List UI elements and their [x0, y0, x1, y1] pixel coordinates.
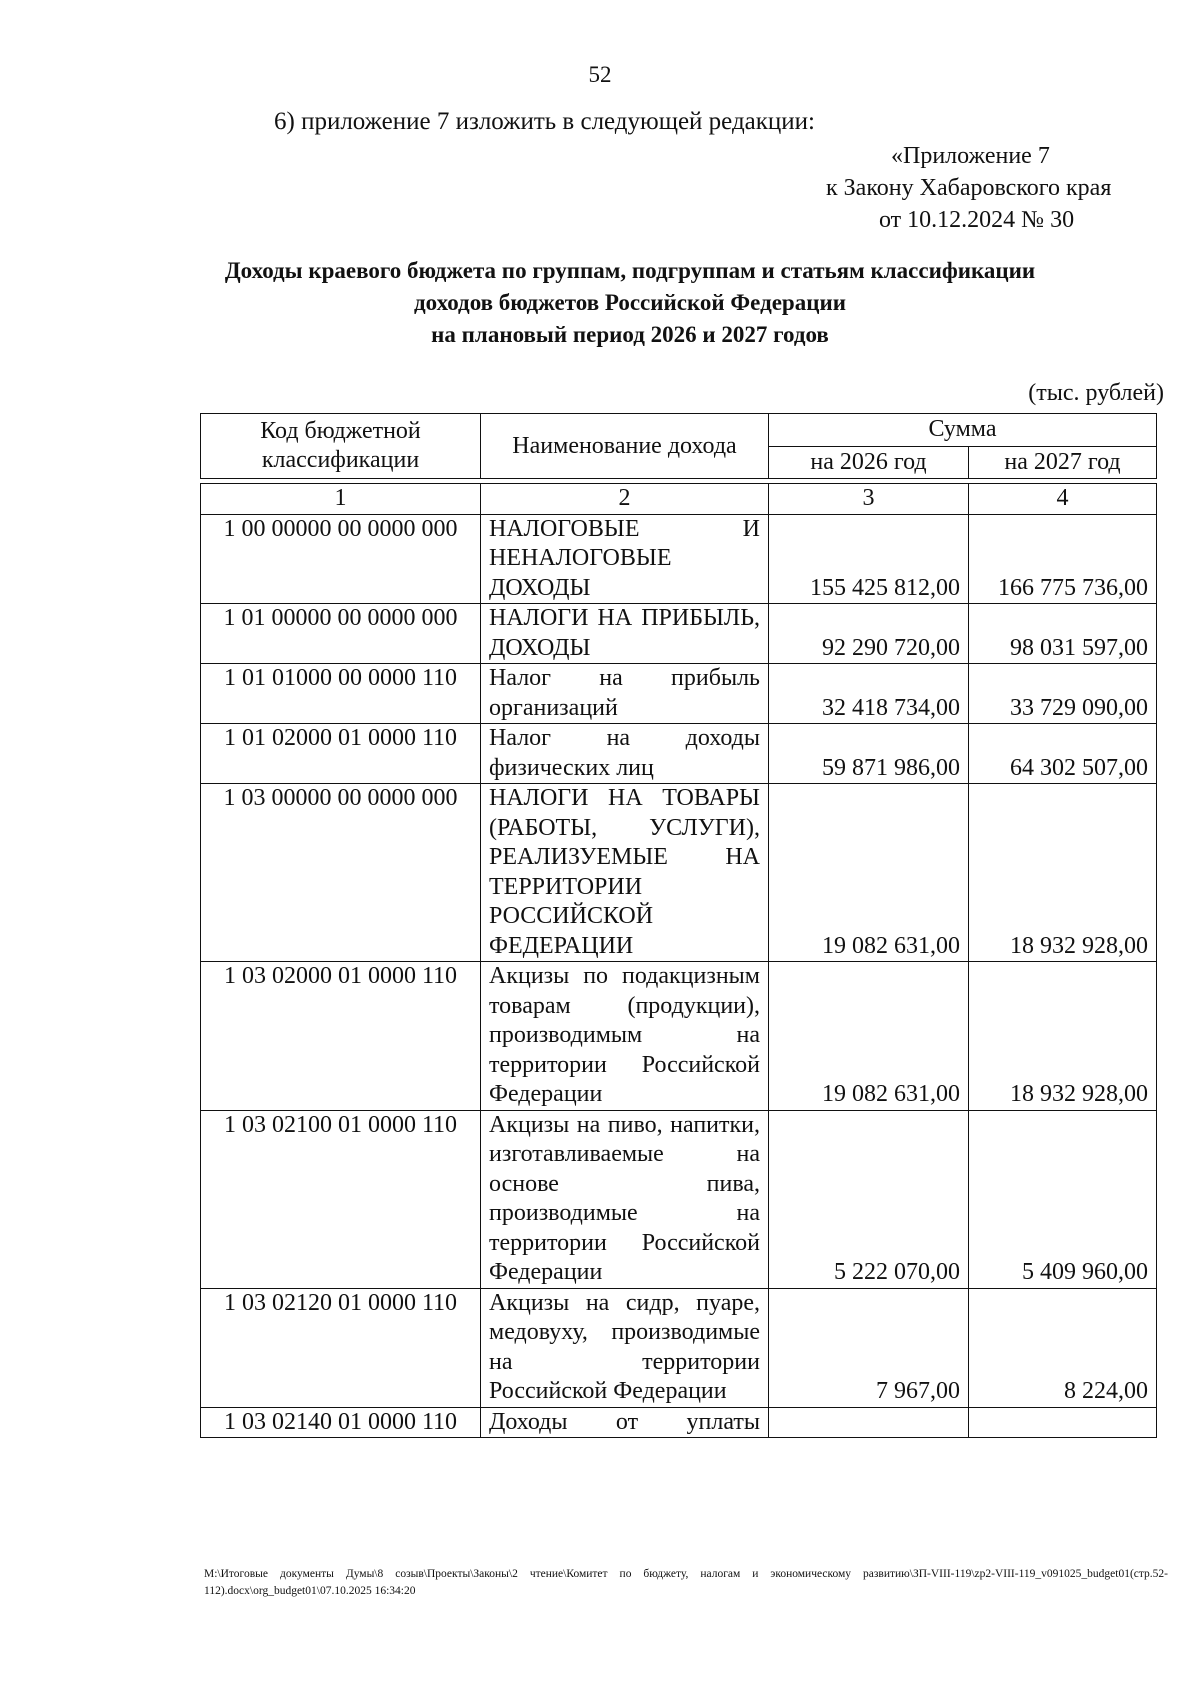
row-name: НАЛОГИ НА ТОВАРЫ (РАБОТЫ, УСЛУГИ), РЕАЛИЗУЕМЫЕ НА ТЕРРИТОРИИ РОССИЙСКОЙ ФЕДЕРАЦИИ	[481, 784, 769, 962]
appendix-reference	[826, 140, 1146, 236]
column-number: 2	[481, 484, 769, 515]
row-value-2026: 59 871 986,00	[769, 724, 969, 784]
row-name: Акцизы по подакцизным товарам (продукции), производимым на территории Российской Федерации	[481, 962, 769, 1111]
table-row	[201, 514, 1157, 604]
table-row	[201, 784, 1157, 962]
row-name: НАЛОГОВЫЕ И НЕНАЛОГОВЫЕ ДОХОДЫ	[481, 514, 769, 604]
row-value-2027: 18 932 928,00	[969, 784, 1157, 962]
row-code: 1 03 02120 01 0000 110	[201, 1288, 481, 1407]
column-number: 4	[969, 484, 1157, 515]
table-row	[201, 1288, 1157, 1407]
file-path-footer: M:\Итоговые документы Думы\8 созыв\Проекты\Законы\2 чтение\Комитет по бюджету, налогам и экономическому развитию\ЗП-VIII-119\zp2-VIII-119_v091025_budget01(стр.52-112).docx\org_budget01\07.10.2025 16:34:20	[204, 1568, 1168, 1597]
row-value-2026: 7 967,00	[769, 1288, 969, 1407]
row-value-2027: 18 932 928,00	[969, 962, 1157, 1111]
units-label: (тыс. рублей)	[1028, 380, 1164, 406]
table-row	[201, 1407, 1157, 1438]
appendix-line-1: «Приложение 7	[891, 143, 1050, 169]
row-value-2027	[969, 1407, 1157, 1438]
page-number: 52	[588, 62, 612, 87]
column-numbers-row	[201, 484, 1157, 515]
row-code: 1 03 00000 00 0000 000	[201, 784, 481, 962]
budget-table	[200, 483, 1157, 1438]
header-year-2027: на 2027 год	[969, 446, 1157, 479]
row-name: Налог на прибыль организаций	[481, 664, 769, 724]
title-line-2: доходов бюджетов Российской Федерации	[414, 290, 846, 315]
row-code: 1 03 02000 01 0000 110	[201, 962, 481, 1111]
document-title	[130, 255, 1130, 351]
row-value-2027: 8 224,00	[969, 1288, 1157, 1407]
row-value-2027: 33 729 090,00	[969, 664, 1157, 724]
row-code: 1 01 01000 00 0000 110	[201, 664, 481, 724]
table-row	[201, 724, 1157, 784]
row-name: Акцизы на сидр, пуаре, медовуху, производимые на территории Российской Федерации	[481, 1288, 769, 1407]
table-header	[200, 413, 1157, 479]
header-name: Наименование дохода	[481, 414, 769, 479]
title-line-1: Доходы краевого бюджета по группам, подгруппам и статьям классификации	[224, 258, 1036, 283]
row-code: 1 03 02100 01 0000 110	[201, 1110, 481, 1288]
row-code: 1 01 00000 00 0000 000	[201, 604, 481, 664]
row-name: Налог на доходы физических лиц	[481, 724, 769, 784]
row-name: Акцизы на пиво, напитки, изготавливаемые на основе пива, производимые на территории Российской Федерации	[481, 1110, 769, 1288]
column-number: 1	[201, 484, 481, 515]
header-year-2026: на 2026 год	[769, 446, 969, 479]
appendix-line-3: от 10.12.2024 № 30	[879, 207, 1075, 233]
header-sum: Сумма	[769, 414, 1157, 447]
row-value-2026: 19 082 631,00	[769, 962, 969, 1111]
appendix-line-2: к Закону Хабаровского края	[826, 175, 1112, 201]
row-value-2027: 64 302 507,00	[969, 724, 1157, 784]
table-row	[201, 962, 1157, 1111]
row-value-2026: 92 290 720,00	[769, 604, 969, 664]
row-value-2026: 32 418 734,00	[769, 664, 969, 724]
row-value-2027: 5 409 960,00	[969, 1110, 1157, 1288]
header-code: Код бюджетной классификации	[201, 414, 481, 479]
row-code: 1 01 02000 01 0000 110	[201, 724, 481, 784]
row-value-2027: 166 775 736,00	[969, 514, 1157, 604]
row-name: НАЛОГИ НА ПРИБЫЛЬ, ДОХОДЫ	[481, 604, 769, 664]
row-code: 1 00 00000 00 0000 000	[201, 514, 481, 604]
title-line-3: на плановый период 2026 и 2027 годов	[431, 322, 829, 347]
row-value-2026: 155 425 812,00	[769, 514, 969, 604]
row-value-2026: 5 222 070,00	[769, 1110, 969, 1288]
table-row	[201, 1110, 1157, 1288]
row-name: Доходы от уплаты	[481, 1407, 769, 1438]
row-value-2026	[769, 1407, 969, 1438]
column-number: 3	[769, 484, 969, 515]
table-row	[201, 604, 1157, 664]
intro-text: 6) приложение 7 изложить в следующей редакции:	[274, 108, 815, 135]
row-value-2027: 98 031 597,00	[969, 604, 1157, 664]
table-row	[201, 664, 1157, 724]
row-value-2026: 19 082 631,00	[769, 784, 969, 962]
row-code: 1 03 02140 01 0000 110	[201, 1407, 481, 1438]
